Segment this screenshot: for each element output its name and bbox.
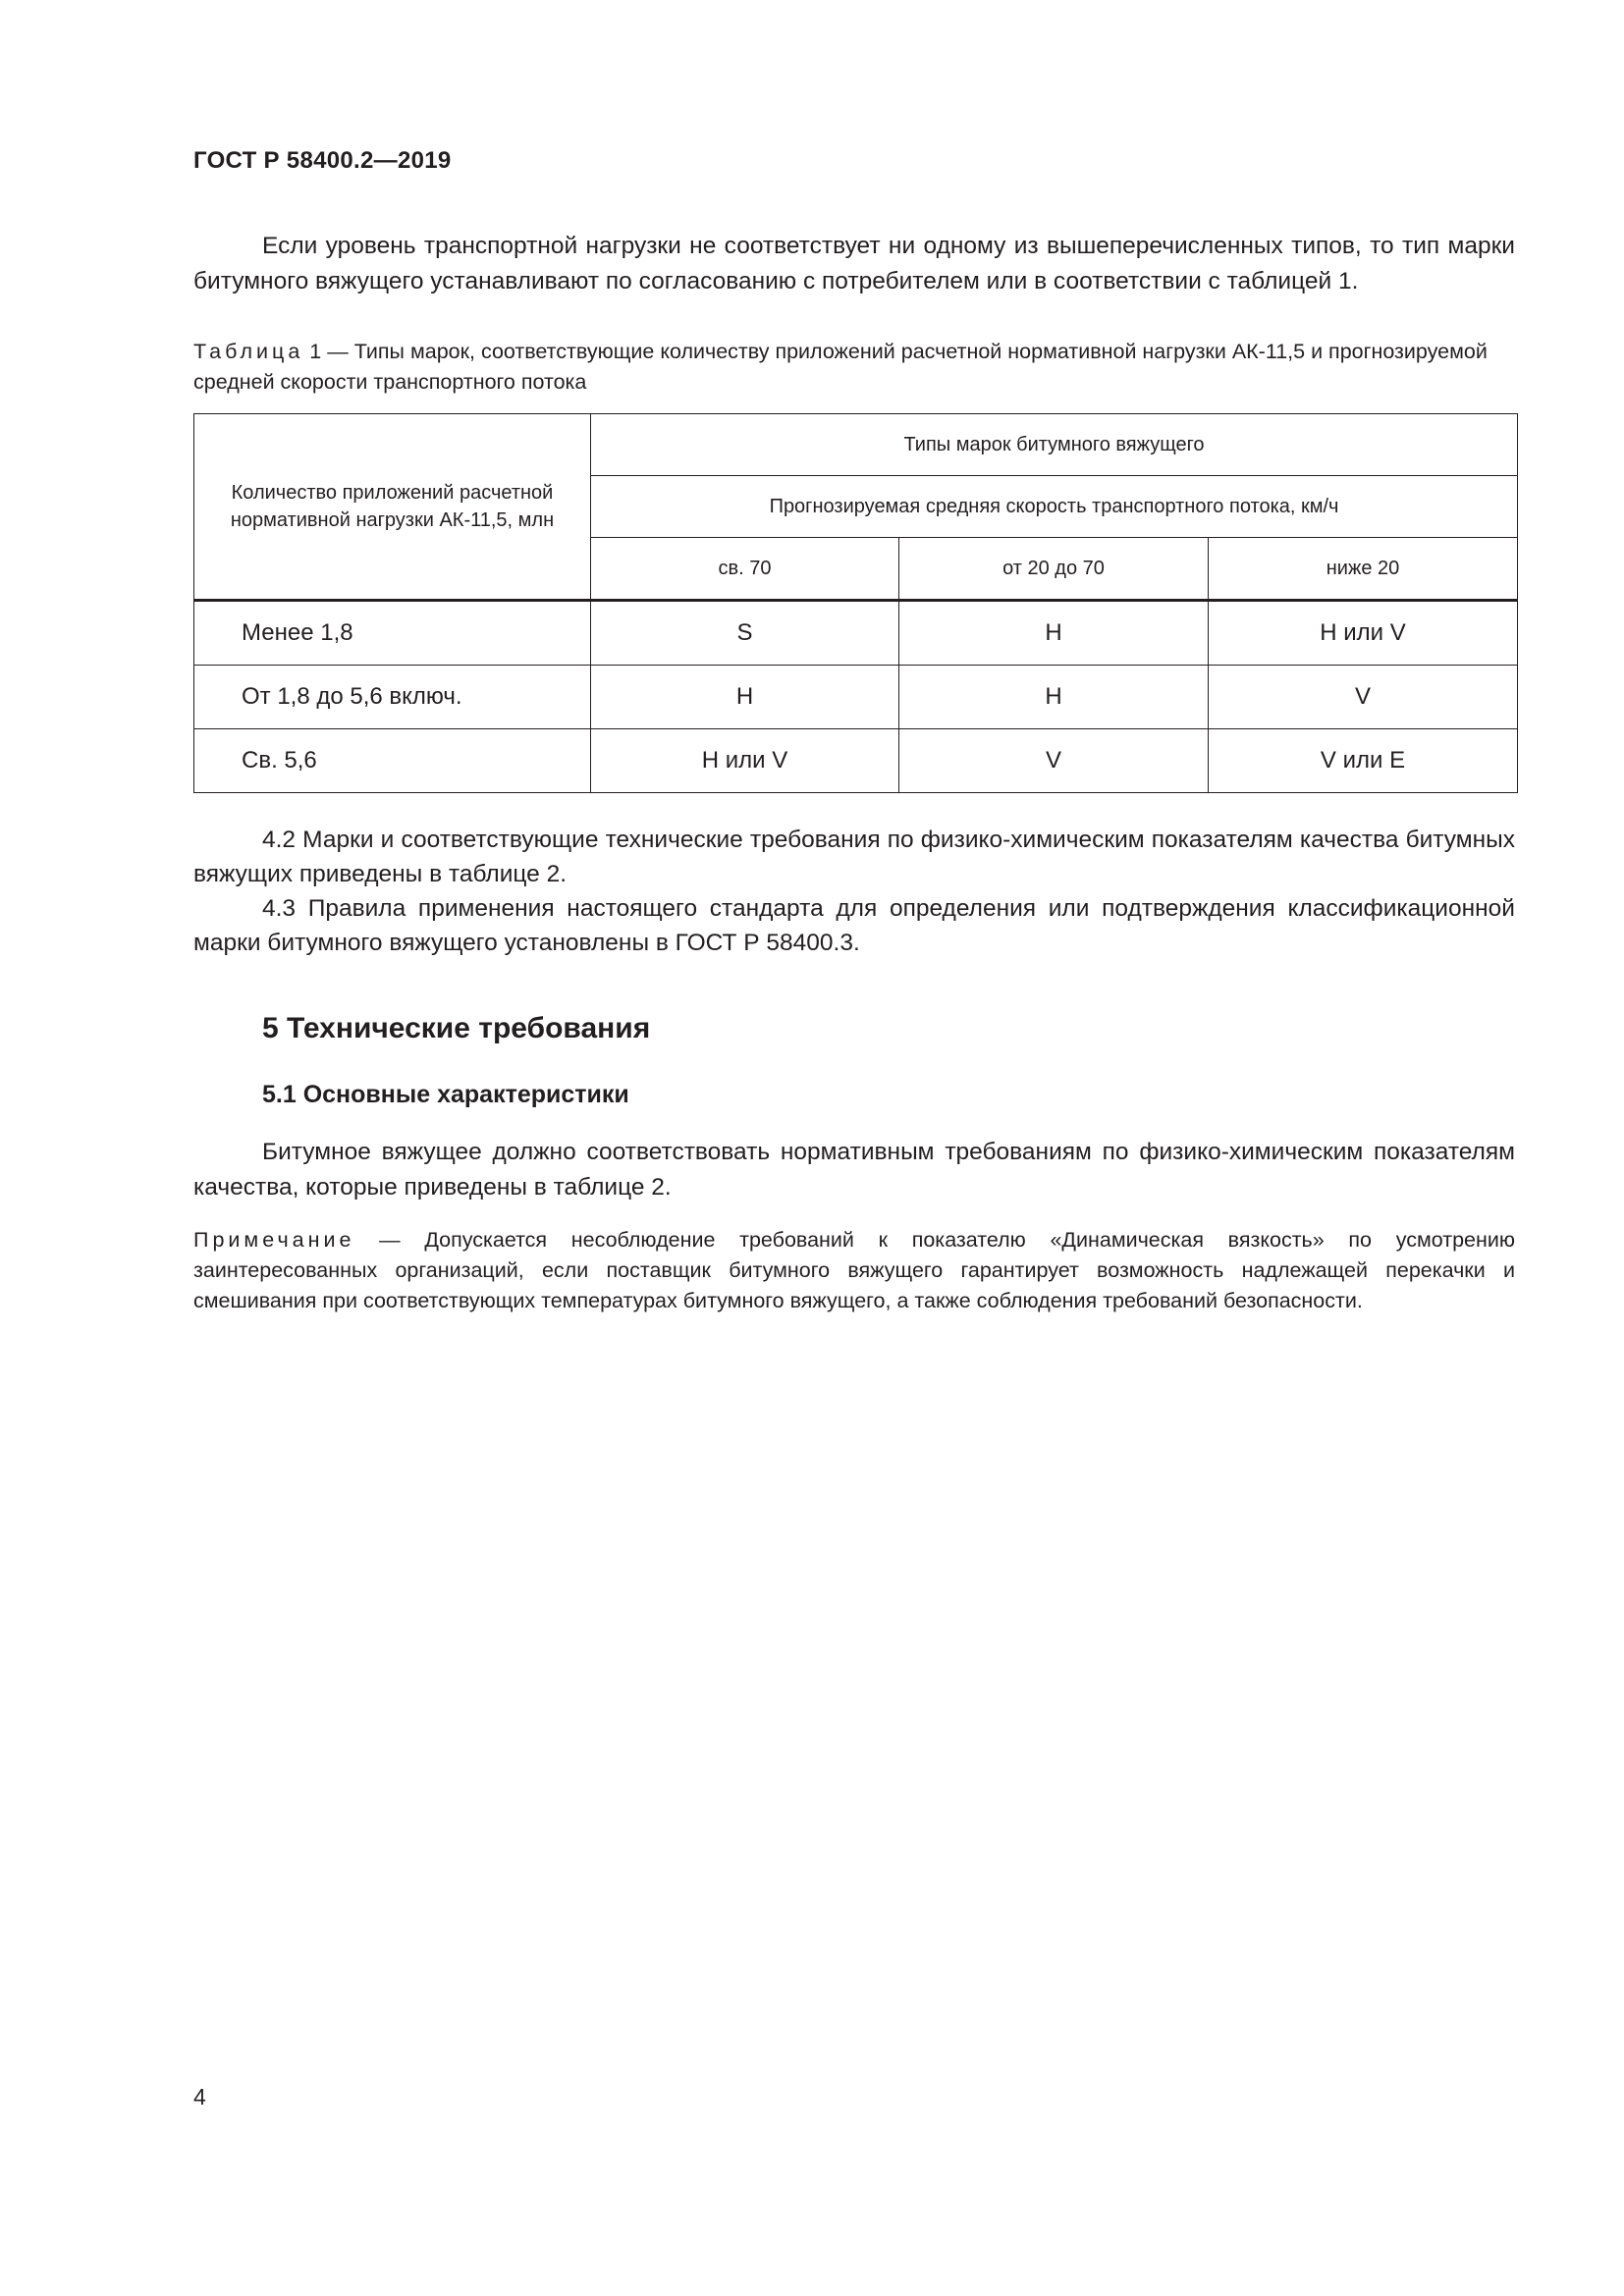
table-row (194, 666, 1518, 729)
table-cell: H (591, 666, 899, 729)
column-header: св. 70 (591, 538, 899, 601)
table-cell: H (899, 601, 1209, 666)
table-caption (193, 337, 1515, 398)
subsection-title: 5.1 Основные характеристики (262, 1081, 629, 1108)
section-title: 5 Технические требования (262, 1012, 651, 1044)
table-caption-label: Таблица (193, 340, 304, 363)
group-header-cell: Типы марок битумного вяжущего (591, 414, 1518, 476)
table-cell: H или V (1209, 601, 1518, 666)
grade-table (193, 413, 1518, 793)
param-header-cell: Количество приложений расчетной нормативной нагрузки АК-11,5, млн (194, 414, 591, 601)
paragraph-4-3: 4.3 Правила применения настоящего стандарта для определения или подтверждения классификационной марки битумного вяжущего установлены в ГОСТ Р 58400.3. (193, 895, 1515, 956)
note-label: Примечание (193, 1228, 355, 1252)
row-label: От 1,8 до 5,6 включ. (194, 666, 591, 729)
table-cell: V (899, 729, 1209, 793)
document-page (193, 147, 1515, 1316)
page-number: 4 (193, 2084, 206, 2109)
table-cell: V (1209, 666, 1518, 729)
table-cell: V или E (1209, 729, 1518, 793)
table-row (194, 601, 1518, 666)
note-text: — Допускается несоблюдение требований к показателю «Динамическая вязкость» по усмотрению заинтересованных организаций, если поставщик битумного вяжущего гарантирует возможность надлежащей перекачки и смешивания при соответствующих температурах битумного вяжущего, а также соблюдения требований безопасности. (193, 1228, 1515, 1312)
table-cell: H или V (591, 729, 899, 793)
row-label: Св. 5,6 (194, 729, 591, 793)
document-header: ГОСТ Р 58400.2—2019 (193, 147, 452, 174)
note (193, 1225, 1515, 1316)
speed-header-cell: Прогнозируемая средняя скорость транспортного потока, км/ч (591, 476, 1518, 538)
row-label: Менее 1,8 (194, 601, 591, 666)
table-cell: H (899, 666, 1209, 729)
table-row (194, 729, 1518, 793)
section-body: Битумное вяжущее должно соответствовать нормативным требованиям по физико-химическим показателям качества, которые приведены в таблице 2. (193, 1139, 1515, 1201)
column-header: ниже 20 (1209, 538, 1518, 601)
paragraph-4-2: 4.2 Марки и соответствующие технические требования по физико-химическим показателям качества битумных вяжущих приведены в таблице 2. (193, 827, 1515, 887)
table-caption-text: 1 — Типы марок, соответствующие количеству приложений расчетной нормативной нагрузки АК-11,5 и прогнозируемой средней скорости транспортного потока (193, 340, 1488, 394)
intro-paragraph: Если уровень транспортной нагрузки не соответствует ни одному из вышеперечисленных типов, то тип марки битумного вяжущего устанавливают по согласованию с потребителем или в соответствии с таблицей 1. (193, 233, 1515, 294)
column-header: от 20 до 70 (899, 538, 1209, 601)
table-cell: S (591, 601, 899, 666)
